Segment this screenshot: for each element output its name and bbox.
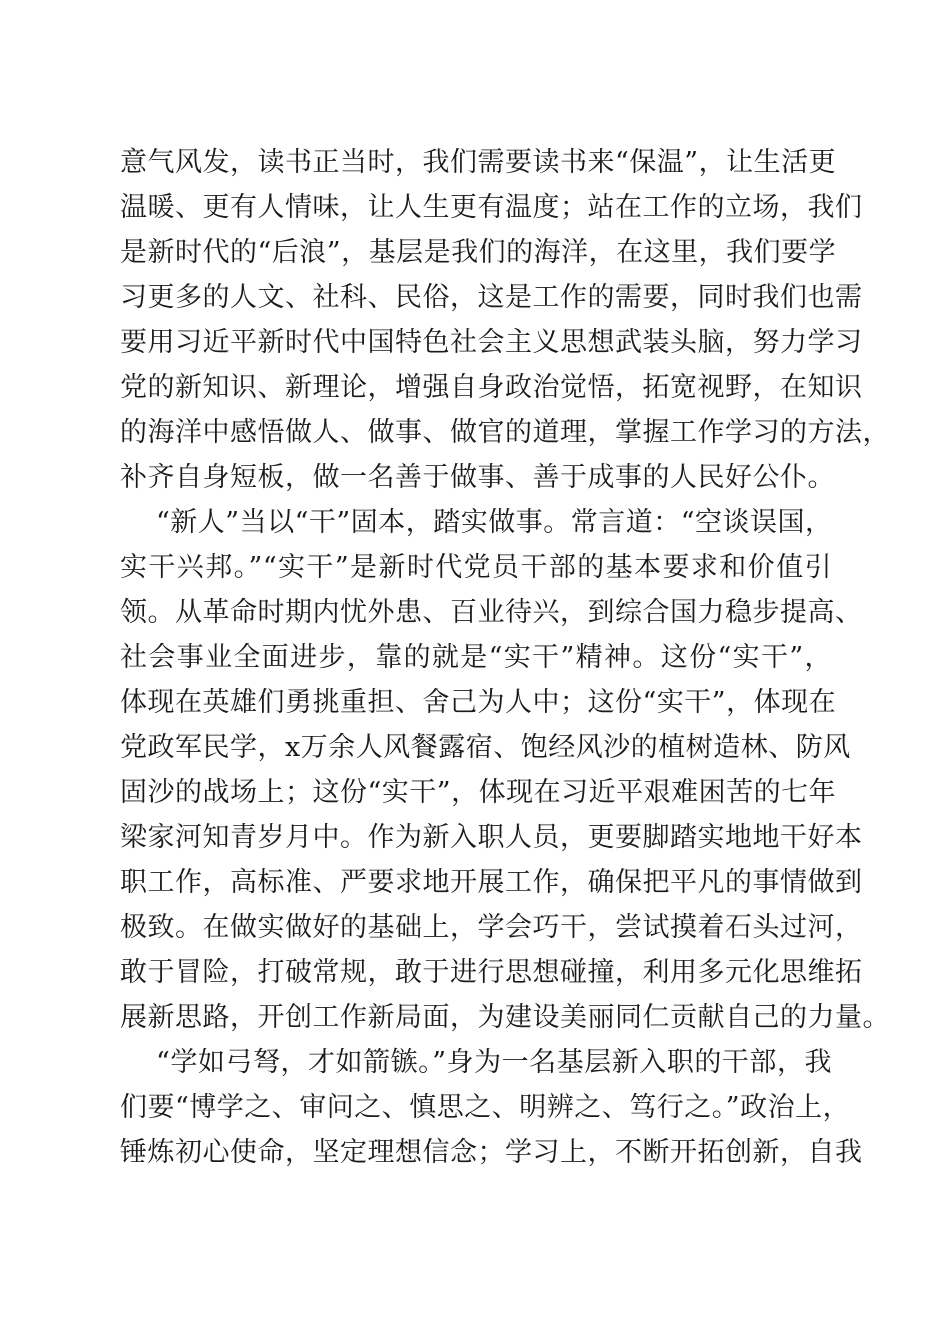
text-line: “学如弓弩，才如箭镞。”身为一名基层新入职的干部，我 (156, 1047, 832, 1078)
text-line: 的海洋中感悟做人、做事、做官的道理，掌握工作学习的方法， (120, 417, 890, 448)
text-line: 锤炼初心使命，坚定理想信念；学习上，不断开拓创新，自我 (120, 1137, 863, 1168)
text-line: 意气风发，读书正当时，我们需要读书来“保温”，让生活更 (120, 147, 837, 178)
paragraph (120, 1040, 863, 1175)
text-line: 习更多的人文、社科、民俗，这是工作的需要，同时我们也需 (120, 282, 863, 313)
text-line: 梁家河知青岁月中。作为新入职人员，更要脚踏实地地干好本 (120, 822, 863, 853)
text-line: 社会事业全面进步，靠的就是“实干”精神。这份“实干”， (120, 642, 832, 673)
text-line: 实干兴邦。”“实干”是新时代党员干部的基本要求和价值引 (120, 552, 832, 583)
text-line: “新人”当以“干”固本，踏实做事。常言道：“空谈误国， (156, 507, 833, 538)
text-line: 固沙的战场上；这份“实干”，体现在习近平艰难困苦的七年 (120, 777, 837, 808)
text-line: 温暖、更有人情味，让人生更有温度；站在工作的立场，我们 (120, 192, 863, 223)
text-line: 极致。在做实做好的基础上，学会巧干，尝试摸着石头过河， (120, 912, 863, 943)
text-line: 是新时代的“后浪”，基层是我们的海洋，在这里，我们要学 (120, 237, 837, 268)
text-line: 体现在英雄们勇挑重担、舍己为人中；这份“实干”，体现在 (120, 687, 837, 718)
text-line: 领。从革命时期内忧外患、百业待兴，到综合国力稳步提高、 (120, 597, 863, 628)
text-line: 要用习近平新时代中国特色社会主义思想武装头脑，努力学习 (120, 327, 863, 358)
text-line: 们要“博学之、审问之、慎思之、明辨之、笃行之。”政治上， (120, 1092, 851, 1123)
paragraph (120, 140, 890, 500)
text-line: 敢于冒险，打破常规，敢于进行思想碰撞，利用多元化思维拓 (120, 957, 863, 988)
text-line: 展新思路，开创工作新局面，为建设美丽同仁贡献自己的力量。 (120, 1002, 890, 1033)
paragraph (120, 500, 890, 1040)
text-line: 补齐自身短板，做一名善于做事、善于成事的人民好公仆。 (120, 462, 835, 493)
text-line: 党的新知识、新理论，增强自身政治觉悟，拓宽视野，在知识 (120, 372, 863, 403)
text-line: 职工作，高标准、严要求地开展工作，确保把平凡的事情做到 (120, 867, 863, 898)
text-line: 党政军民学，x万余人风餐露宿、饱经风沙的植树造林、防风 (120, 732, 851, 763)
body-text (120, 140, 890, 1175)
